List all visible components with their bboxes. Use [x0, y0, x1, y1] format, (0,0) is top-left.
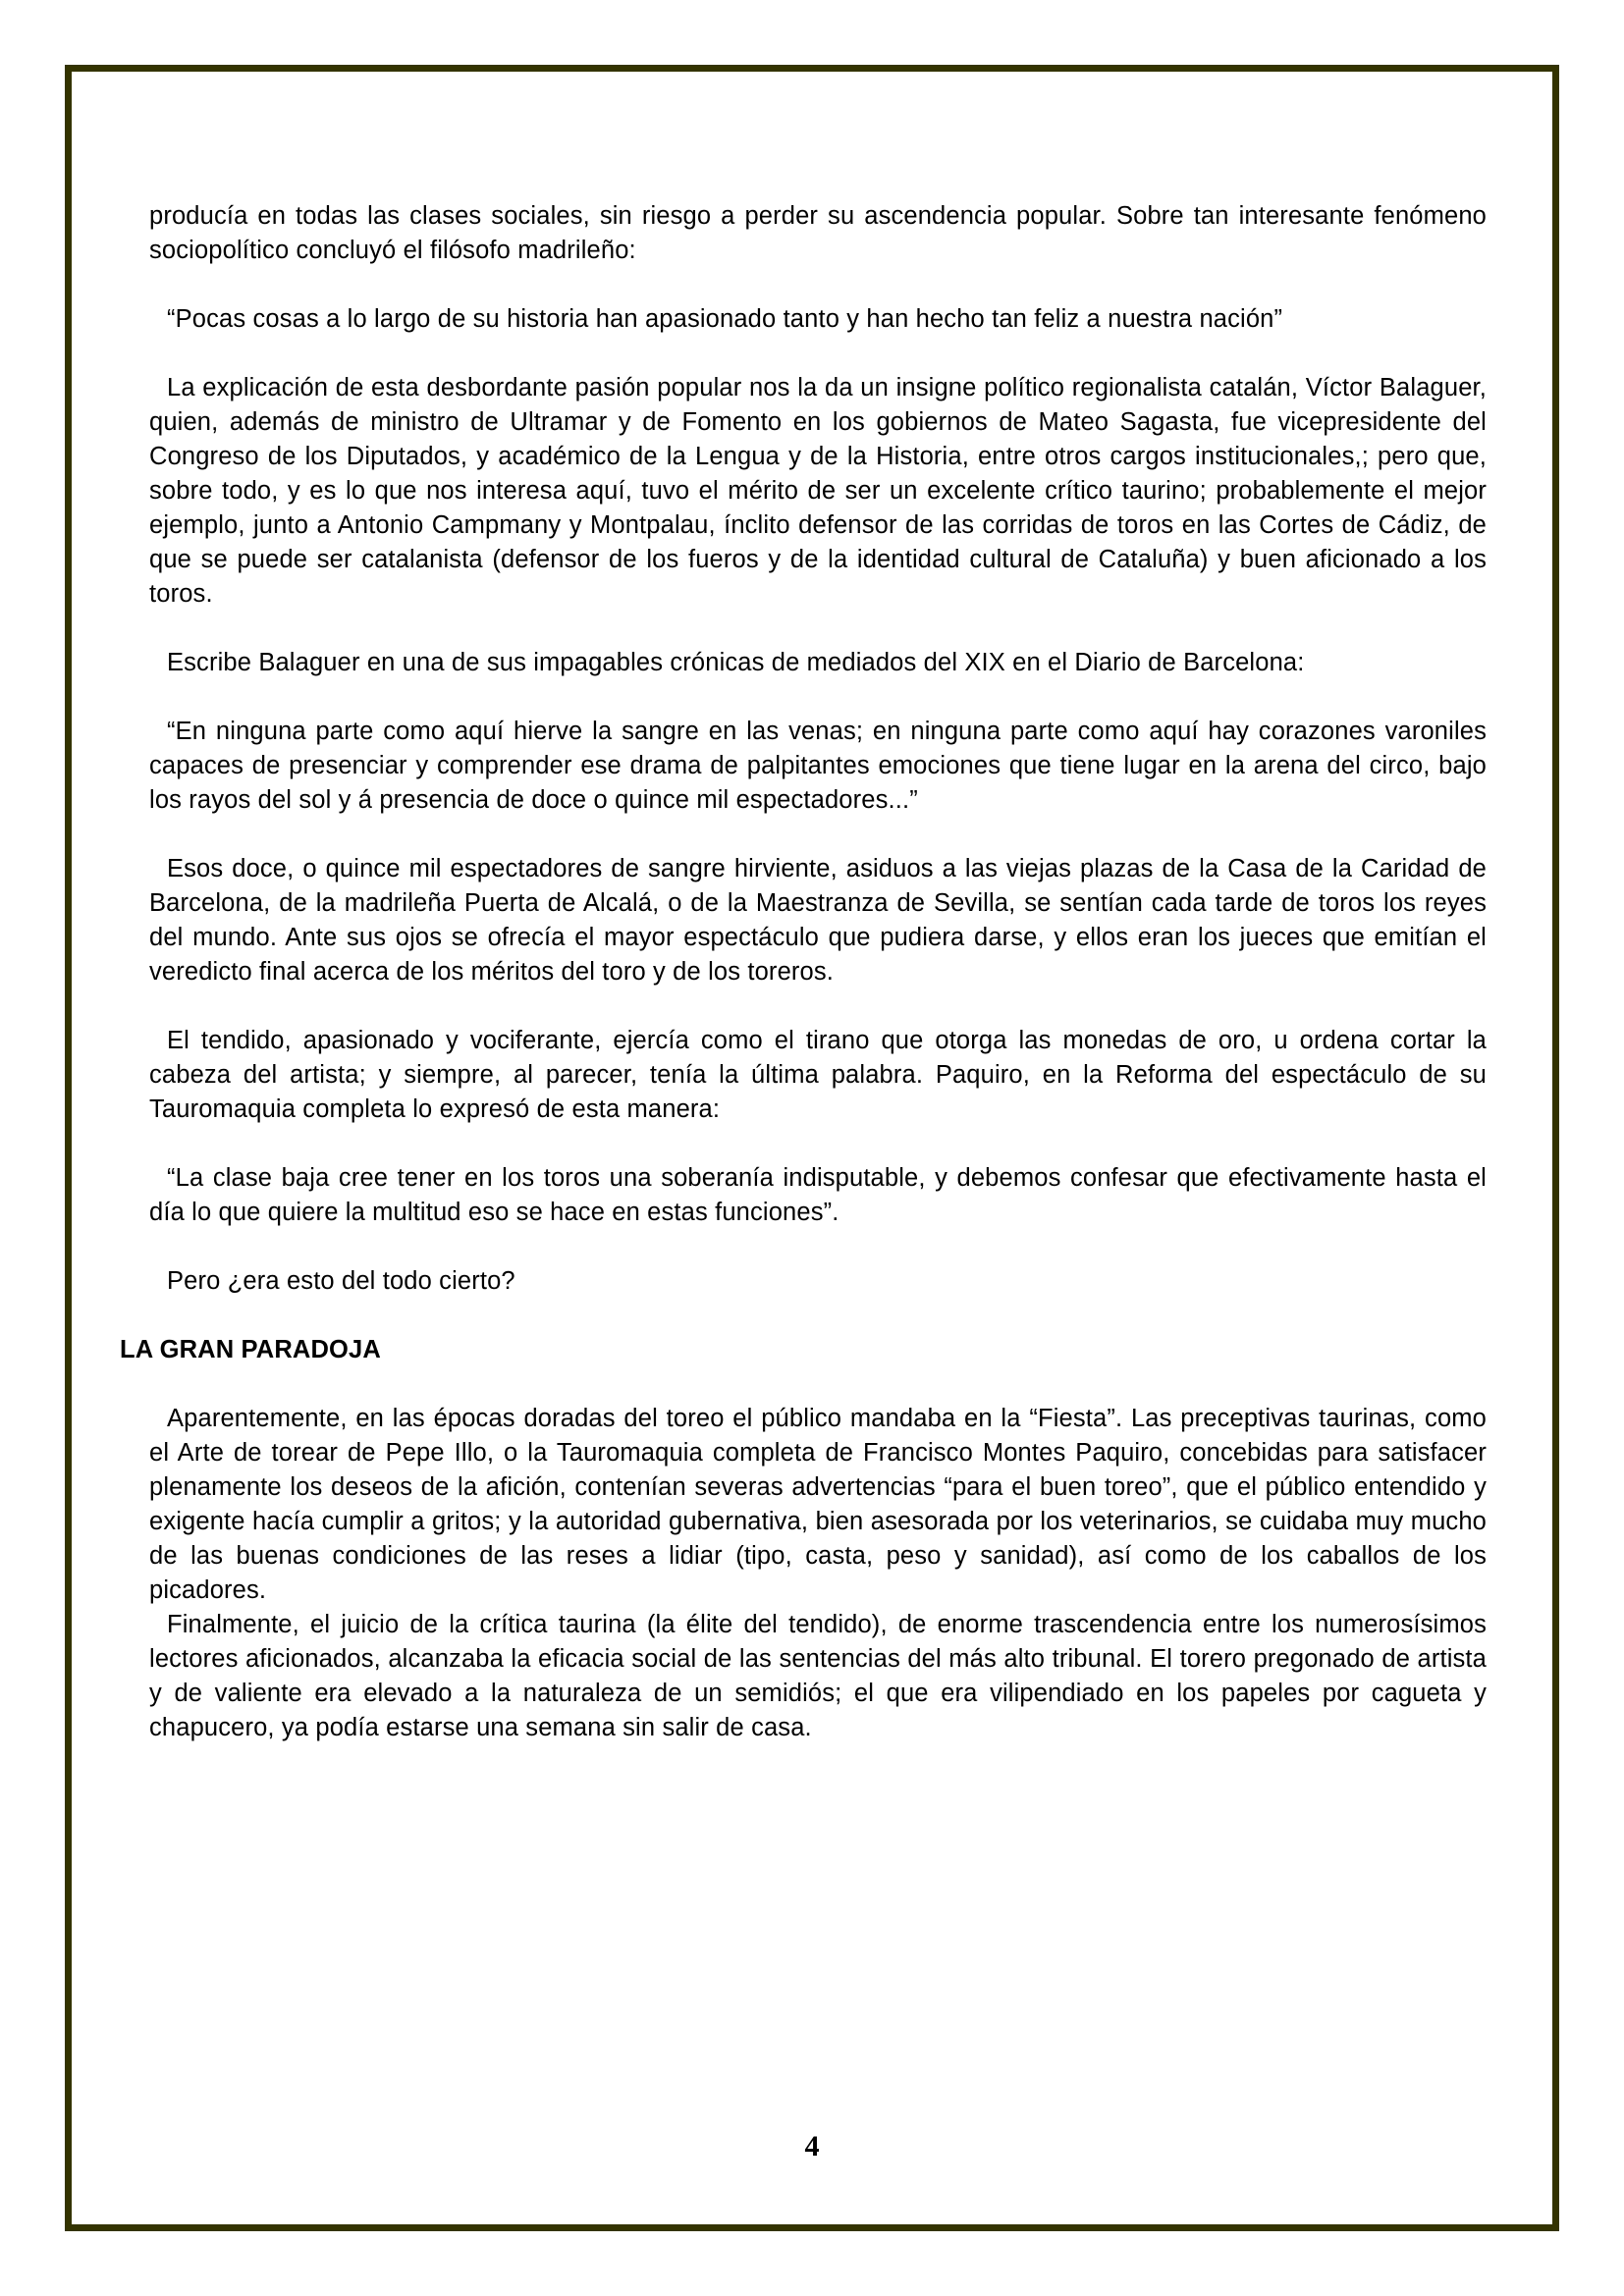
paragraph-continuation: producía en todas las clases sociales, sin riesgo a perder su ascendencia popular. Sobre tan interesante fenómeno sociopolítico concluyó el filósofo madrileño:: [149, 202, 1487, 264]
quote-balaguer: “En ninguna parte como aquí hierve la sangre en las venas; en ninguna parte como aquí hay corazones varoniles capaces de presenciar y comprender ese drama de palpitantes emociones que tiene lugar en la arena del circo, bajo los rayos del sol y á presencia de doce o quince mil espectadores...”: [149, 718, 1487, 814]
paragraph-question: Pero ¿era esto del todo cierto?: [167, 1267, 515, 1295]
quote-paquiro: “La clase baja cree tener en los toros una soberanía indisputable, y debemos confesar que efectivamente hasta el día lo que quiere la multitud eso se hace en estas funciones”.: [149, 1164, 1487, 1226]
document-body: [120, 199, 1487, 1780]
paragraph-finalmente: Finalmente, el juicio de la crítica taurina (la élite del tendido), de enorme trascendencia entre los numerosísimos lectores aficionados, alcanzaba la eficacia social de las sentencias del más alto tribunal. El torero pregonado de artista y de valiente era elevado a la naturaleza de un semidiós; el que era vilipendiado en los papeles por cagueta y chapucero, ya podía estarse una semana sin salir de casa.: [149, 1611, 1487, 1741]
paragraph-balaguer-intro: La explicación de esta desbordante pasión popular nos la da un insigne político regionalista catalán, Víctor Balaguer, quien, además de ministro de Ultramar y de Fomento en los gobiernos de Mateo Sagasta, fue vicepresidente del Congreso de los Diputados, y académico de la Lengua y de la Historia, entre otros cargos institucionales,; pero que, sobre todo, y es lo que nos interesa aquí, tuvo el mérito de ser un excelente crítico taurino; probablemente el mejor ejemplo, junto a Antonio Campmany y Montpalau, ínclito defensor de las corridas de toros en las Cortes de Cádiz, de que se puede ser catalanista (defensor de los fueros y de la identidad cultural de Cataluña) y buen aficionado a los toros.: [149, 374, 1487, 608]
section-heading: LA GRAN PARADOJA: [120, 1336, 381, 1363]
paragraph-balaguer-writes: Escribe Balaguer en una de sus impagables crónicas de mediados del XIX en el Diario de Barcelona:: [167, 649, 1305, 676]
page-number: 4: [804, 2130, 820, 2163]
paragraph-aparentemente: Aparentemente, en las épocas doradas del toreo el público mandaba en la “Fiesta”. Las preceptivas taurinas, como el Arte de torear de Pepe Illo, o la Tauromaquia completa de Francisco Montes Paquiro, concebidas para satisfacer plenamente los deseos de la afición, contenían severas advertencias “para el buen toreo”, que el público entendido y exigente hacía cumplir a gritos; y la autoridad gubernativa, bien asesorada por los veterinarios, se cuidaba muy mucho de las buenas condiciones de las reses a lidiar (tipo, casta, peso y sanidad), así como de los caballos de los picadores.: [149, 1405, 1487, 1604]
paragraph-tendido: El tendido, apasionado y vociferante, ejercía como el tirano que otorga las monedas de oro, u ordena cortar la cabeza del artista; y siempre, al parecer, tenía la última palabra. Paquiro, en la Reforma del espectáculo de su Tauromaquia completa lo expresó de esta manera:: [149, 1027, 1487, 1123]
quote-ortega: “Pocas cosas a lo largo de su historia han apasionado tanto y han hecho tan feliz a nuestra nación”: [167, 305, 1283, 333]
paragraph-espectadores: Esos doce, o quince mil espectadores de sangre hirviente, asiduos a las viejas plazas de la Casa de la Caridad de Barcelona, de la madrileña Puerta de Alcalá, o de la Maestranza de Sevilla, se sentían cada tarde de toros los reyes del mundo. Ante sus ojos se ofrecía el mayor espectáculo que pudiera darse, y ellos eran los jueces que emitían el veredicto final acerca de los méritos del toro y de los toreros.: [149, 855, 1487, 986]
